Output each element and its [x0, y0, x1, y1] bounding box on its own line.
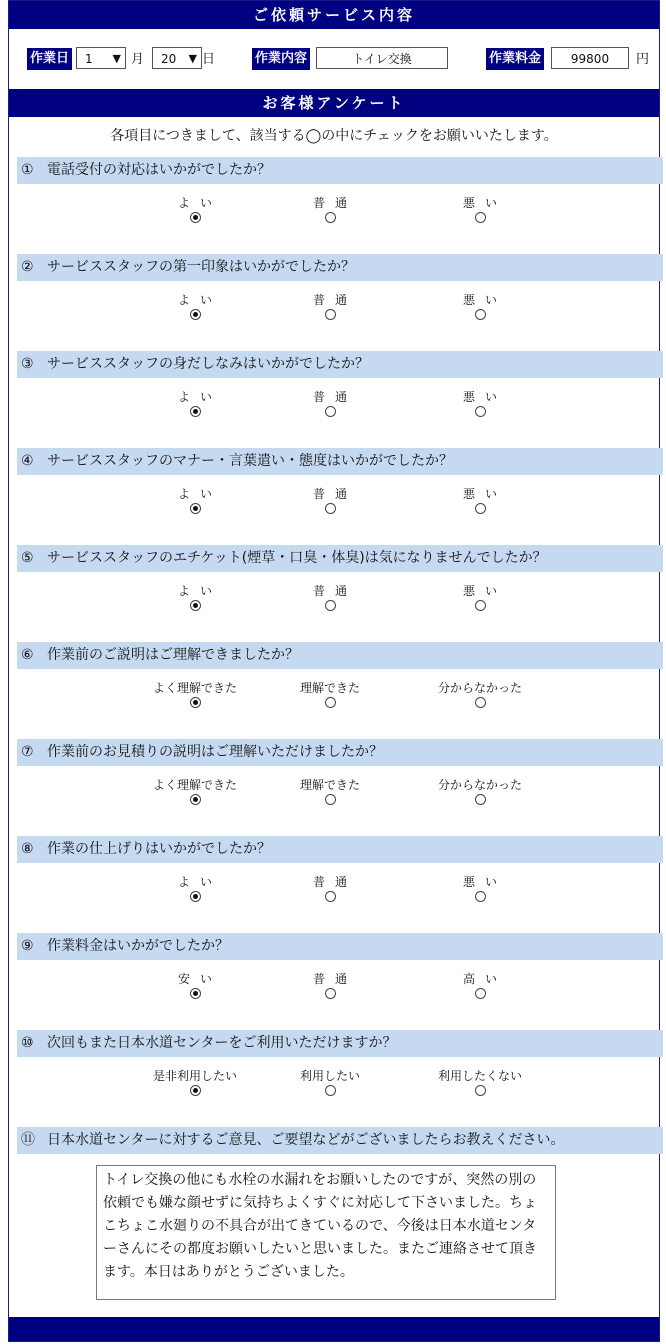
answer-label: 悪い [462, 196, 507, 210]
answer-label: 悪い [462, 293, 507, 307]
radio-button[interactable] [325, 309, 336, 320]
answer-option[interactable] [135, 583, 255, 611]
question-7 [17, 739, 663, 792]
question-number: ⑪ [21, 1132, 35, 1148]
question-2 [17, 254, 663, 307]
answer-label: よい [177, 196, 222, 210]
answer-label: 普通 [312, 390, 357, 404]
radio-button[interactable] [190, 600, 201, 611]
answer-label: 高い [462, 972, 507, 986]
question-3 [17, 351, 663, 404]
radio-button[interactable] [475, 309, 486, 320]
radio-button[interactable] [475, 600, 486, 611]
question-text: 作業料金はいかがでしたか？ [47, 938, 229, 954]
answer-option[interactable] [135, 777, 255, 805]
question-title [17, 1030, 663, 1057]
radio-button[interactable] [475, 1085, 486, 1096]
question-6 [17, 642, 663, 695]
answer-option[interactable] [135, 195, 255, 223]
radio-button[interactable] [475, 891, 486, 902]
answer-label: 普通 [312, 487, 357, 501]
question-text: サービススタッフの身だしなみはいかがでしたか？ [47, 356, 369, 372]
question-text: 作業の仕上げりはいかがでしたか？ [47, 841, 271, 857]
question-4 [17, 448, 663, 501]
radio-button[interactable] [190, 988, 201, 999]
answer-option[interactable] [270, 680, 390, 708]
survey-form [8, 0, 660, 1342]
radio-button[interactable] [325, 891, 336, 902]
work-date-label: 作業日 [27, 48, 72, 70]
question-title [17, 157, 663, 184]
answer-label: 普通 [312, 584, 357, 598]
work-content-field[interactable]: トイレ交換 [316, 47, 448, 69]
question-number: ⑦ [21, 744, 34, 760]
answer-label: 是非利用したい [152, 1069, 237, 1083]
question-title [17, 836, 663, 863]
answer-option[interactable] [270, 583, 390, 611]
question-8 [17, 836, 663, 889]
answer-option[interactable] [135, 874, 255, 902]
question-number: ⑤ [21, 550, 34, 566]
radio-button[interactable] [325, 794, 336, 805]
answer-option[interactable] [420, 583, 540, 611]
answer-label: 利用したい [299, 1069, 360, 1083]
footer-bar [9, 1317, 659, 1341]
question-number: ⑥ [21, 647, 34, 663]
answer-label: よい [177, 293, 222, 307]
answer-label: よい [177, 584, 222, 598]
day-value: 20 [161, 52, 177, 66]
radio-button[interactable] [325, 697, 336, 708]
fee-unit: 円 [636, 52, 650, 67]
question-title [17, 254, 663, 281]
question-9 [17, 933, 663, 986]
question-number: ⑧ [21, 841, 34, 857]
comment-textarea[interactable]: トイレ交換の他にも水栓の水漏れをお願いしたのですが、突然の別の依頼でも嫌な顔せずに気持ちよくすぐに対応して下さいました。ちょこちょこ水廻りの不具合が出てきているので、今後は日本水道センターさんにその都度お願いしたいと思いました。またご連絡させて頂きます。本日はありがとうございました。 [96, 1165, 556, 1300]
answer-option[interactable] [270, 1068, 390, 1096]
answer-option[interactable] [135, 1068, 255, 1096]
radio-button[interactable] [190, 1085, 201, 1096]
answer-option[interactable] [270, 292, 390, 320]
answer-option[interactable] [420, 1068, 540, 1096]
month-select[interactable] [76, 47, 126, 69]
answer-option[interactable] [420, 680, 540, 708]
answer-option[interactable] [270, 389, 390, 417]
answer-label: 普通 [312, 293, 357, 307]
question-title [17, 545, 663, 572]
question-number: ② [21, 259, 34, 275]
answer-label: 理解できた [299, 778, 360, 792]
answer-option[interactable] [270, 486, 390, 514]
survey-header: お客様アンケート [9, 89, 659, 117]
radio-button[interactable] [325, 600, 336, 611]
answer-option[interactable] [270, 195, 390, 223]
answer-option[interactable] [270, 874, 390, 902]
answer-option[interactable] [420, 874, 540, 902]
chevron-down-icon: ▼ [188, 52, 197, 65]
answer-label: 普通 [312, 875, 357, 889]
answer-option[interactable] [135, 486, 255, 514]
answer-label: よく理解できた [152, 778, 237, 792]
answer-option[interactable] [270, 971, 390, 999]
answer-label: 普通 [312, 196, 357, 210]
question-title [17, 933, 663, 960]
radio-button[interactable] [325, 212, 336, 223]
month-value: 1 [85, 52, 93, 66]
answer-option[interactable] [420, 195, 540, 223]
answer-option[interactable] [420, 389, 540, 417]
answer-label: 悪い [462, 487, 507, 501]
question-title [17, 1127, 663, 1154]
radio-button[interactable] [190, 309, 201, 320]
answer-label: 悪い [462, 390, 507, 404]
question-1 [17, 157, 663, 210]
question-text: 日本水道センターに対するご意見、ご要望などがございましたらお教えください。 [47, 1132, 565, 1148]
question-text: 次回もまた日本水道センターをご利用いただけますか？ [47, 1035, 397, 1051]
question-10 [17, 1030, 663, 1083]
radio-button[interactable] [475, 988, 486, 999]
radio-button[interactable] [475, 503, 486, 514]
question-title [17, 739, 663, 766]
answer-option[interactable] [420, 486, 540, 514]
question-number: ① [21, 162, 34, 178]
radio-button[interactable] [190, 697, 201, 708]
answer-label: 悪い [462, 584, 507, 598]
answer-option[interactable] [270, 777, 390, 805]
answer-label: 普通 [312, 972, 357, 986]
question-text: 電話受付の対応はいかがでしたか？ [47, 162, 271, 178]
work-info-row [9, 47, 659, 73]
question-text: 作業前のご説明はご理解できましたか？ [47, 647, 299, 663]
question-title [17, 351, 663, 378]
question-text: 作業前のお見積りの説明はご理解いただけましたか？ [47, 744, 383, 760]
month-unit: 月 [131, 52, 145, 67]
radio-button[interactable] [325, 988, 336, 999]
question-title [17, 448, 663, 475]
radio-button[interactable] [475, 794, 486, 805]
answer-option[interactable] [135, 971, 255, 999]
survey-instructions: 各項目につきまして、該当する◯の中にチェックをお願いいたします。 [110, 128, 558, 144]
answer-label: よい [177, 390, 222, 404]
question-text: サービススタッフの第一印象はいかがでしたか？ [47, 259, 355, 275]
answer-option[interactable] [420, 971, 540, 999]
answer-label: よく理解できた [152, 681, 237, 695]
question-text: サービススタッフのエチケット(煙草・口臭・体臭)は気になりませんでしたか？ [47, 550, 547, 566]
radio-button[interactable] [325, 503, 336, 514]
day-unit: 日 [202, 52, 216, 67]
radio-button[interactable] [475, 212, 486, 223]
answer-label: 分からなかった [437, 778, 522, 792]
answer-option[interactable] [420, 292, 540, 320]
radio-button[interactable] [190, 406, 201, 417]
radio-button[interactable] [475, 406, 486, 417]
service-header: ご依頼サービス内容 [9, 1, 659, 29]
question-number: ⑩ [21, 1035, 34, 1051]
work-fee-label: 作業料金 [486, 48, 544, 70]
answer-option[interactable] [135, 292, 255, 320]
answer-label: 安い [177, 972, 222, 986]
radio-button[interactable] [190, 503, 201, 514]
answer-label: 理解できた [299, 681, 360, 695]
work-fee-field[interactable]: 99800 [551, 47, 629, 69]
radio-button[interactable] [190, 794, 201, 805]
radio-button[interactable] [325, 1085, 336, 1096]
answer-option[interactable] [135, 680, 255, 708]
question-11 [17, 1127, 663, 1154]
question-5 [17, 545, 663, 598]
answer-label: 利用したくない [437, 1069, 522, 1083]
question-text: サービススタッフのマナー・言葉遣い・態度はいかがでしたか？ [47, 453, 453, 469]
radio-button[interactable] [475, 697, 486, 708]
question-number: ⑨ [21, 938, 34, 954]
answer-label: よい [177, 875, 222, 889]
radio-button[interactable] [190, 212, 201, 223]
question-number: ④ [21, 453, 34, 469]
answer-option[interactable] [420, 777, 540, 805]
answer-label: 悪い [462, 875, 507, 889]
day-select[interactable] [152, 47, 202, 69]
answer-option[interactable] [135, 389, 255, 417]
chevron-down-icon: ▼ [112, 52, 121, 65]
answer-label: よい [177, 487, 222, 501]
question-number: ③ [21, 356, 34, 372]
radio-button[interactable] [325, 406, 336, 417]
work-content-label: 作業内容 [252, 48, 310, 70]
answer-label: 分からなかった [437, 681, 522, 695]
question-title [17, 642, 663, 669]
radio-button[interactable] [190, 891, 201, 902]
